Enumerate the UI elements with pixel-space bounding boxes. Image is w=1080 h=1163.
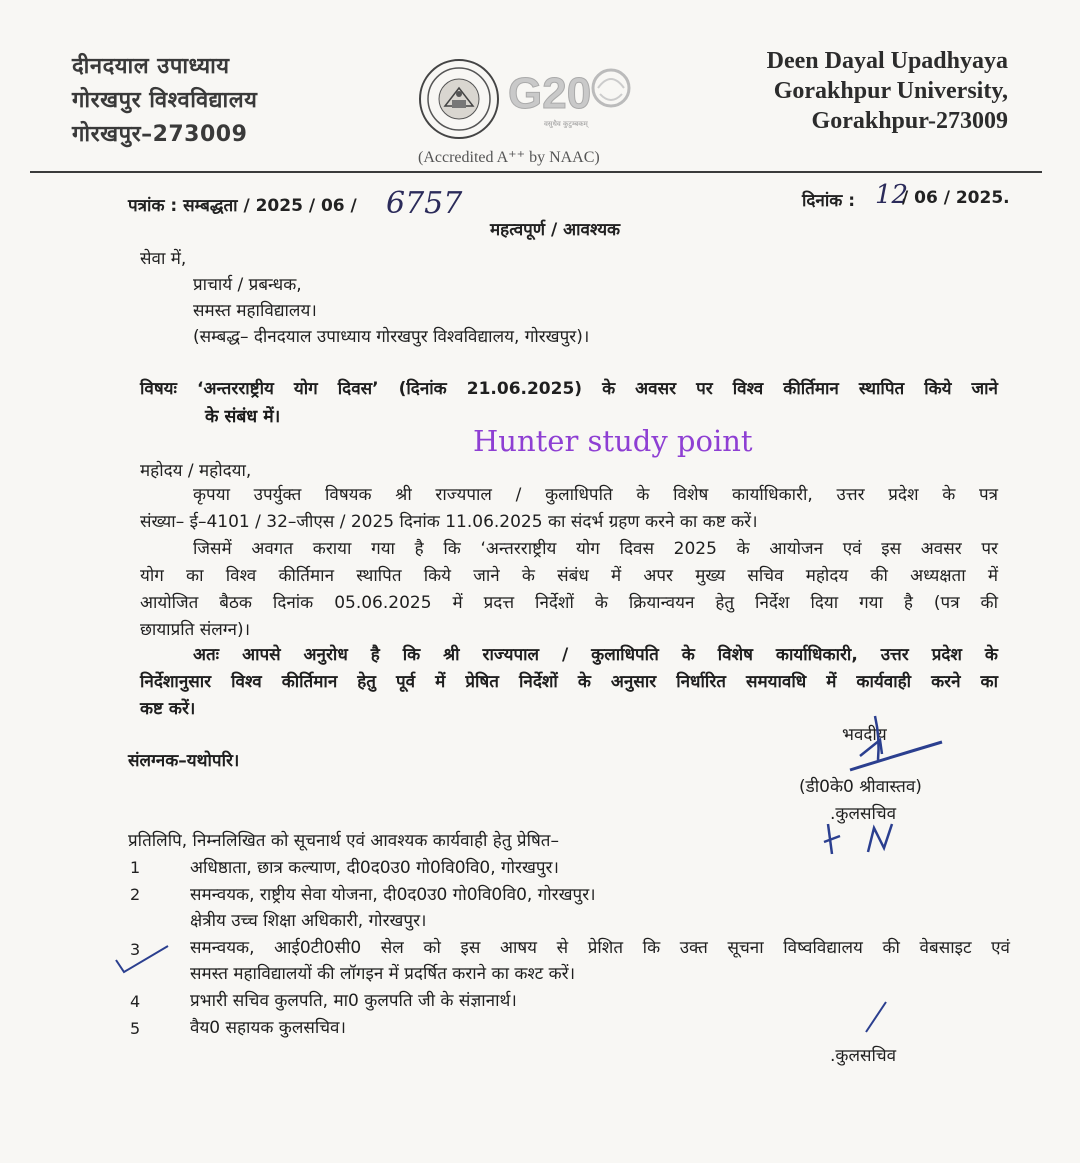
university-seal-logo: [418, 58, 500, 140]
signatory-designation: .कुलसचिव: [830, 804, 897, 824]
g20-mark: G20: [508, 69, 592, 118]
date-label: दिनांक :: [802, 191, 856, 211]
paragraph-2-line-1: जिसमें अवगत कराया गया है कि ‘अन्तरराष्ट्रीय योग दिवस 2025 के आयोजन एवं इस अवसर पर: [193, 539, 998, 559]
university-name-hindi-line-3: गोरखपुर–273009: [72, 122, 248, 147]
copy-item-3-line-1: समन्वयक, आई0टी0सी0 सेल को इस आषय से प्रेशित कि उक्त सूचना विष्वविद्यालय की वेबसाइट एवं: [190, 938, 1010, 958]
footer-signature-stroke: [860, 998, 890, 1038]
closing-bhavdiya: भवदीय: [842, 725, 887, 745]
copy-item-4-line-1: प्रभारी सचिव कुलपति, मा0 कुलपति जी के संज्ञानार्थ।: [190, 991, 517, 1011]
priority-label: महत्वपूर्ण / आवश्यक: [490, 220, 621, 240]
copy-item-number: 3: [130, 940, 141, 959]
university-name-english-line-1: Deen Dayal Upadhyaya: [766, 48, 1008, 74]
salutation: महोदय / महोदया,: [140, 461, 252, 481]
copy-item-3-line-2: समस्त महाविद्यालयों की लॉगइन में प्रदर्षित कराने का कश्ट करें।: [190, 964, 576, 984]
date-month-year: / 06 / 2025.: [902, 188, 1010, 208]
footer-designation: .कुलसचिव: [830, 1046, 897, 1066]
header-divider: [30, 171, 1042, 173]
letter-reference-number-handwritten: 6757: [386, 186, 463, 221]
signatory-name: (डी0के0 श्रीवास्तव): [799, 777, 922, 797]
university-name-english-line-3: Gorakhpur-273009: [811, 108, 1008, 134]
university-name-hindi-line-1: दीनदयाल उपाध्याय: [72, 54, 230, 79]
copy-item-5-line-1: वैय0 सहायक कुलसचिव।: [190, 1018, 346, 1038]
g20-logo: [508, 62, 633, 130]
paragraph-1-line-2: संख्या– ई–4101 / 32–जीएस / 2025 दिनांक 11.06.2025 का संदर्भ ग्रहण करने का कष्ट करें।: [140, 512, 758, 532]
paragraph-3-line-2: निर्देशानुसार विश्व कीर्तिमान हेतु पूर्व में प्रेषित निर्देशों के अनुसार निर्धारित समयावधि में कार्यवाही करने का: [140, 672, 998, 692]
copy-item-2-line-2: क्षेत्रीय उच्च शिक्षा अधिकारी, गोरखपुर।: [190, 911, 427, 931]
subject-line-2: के संबंध में।: [205, 407, 281, 427]
university-name-english-line-2: Gorakhpur University,: [773, 78, 1008, 104]
copy-item-2-line-1: समन्वयक, राष्ट्रीय सेवा योजना, दी0द0उ0 गो0वि0वि0, गोरखपुर।: [190, 885, 596, 905]
copy-item-number: 2: [130, 885, 141, 904]
date-day-handwritten: 12: [875, 180, 909, 210]
subject-line-1: विषयः ‘अन्तरराष्ट्रीय योग दिवस’ (दिनांक 21.06.2025) के अवसर पर विश्व कीर्तिमान स्थापित किये जाने: [140, 379, 998, 399]
paragraph-1-line-1: कृपया उपर्युक्त विषयक श्री राज्यपाल / कुलाधिपति के विशेष कार्याधिकारी, उत्तर प्रदेश के पत्र: [193, 485, 998, 505]
signature-scribble: [820, 708, 950, 778]
copy-item-number: 1: [130, 858, 141, 877]
watermark-text: Hunter study point: [473, 424, 753, 458]
addressee-line-2: समस्त महाविद्यालय।: [193, 301, 317, 321]
g20-tagline: वसुधैव कुटुम्बकम्: [544, 120, 588, 128]
seva-mein: सेवा में,: [140, 249, 187, 269]
paragraph-2-line-4: छायाप्रति संलग्न)।: [140, 620, 251, 640]
copy-item-number: 4: [130, 992, 141, 1011]
enclosure-note: संलग्नक–यथोपरि।: [128, 751, 240, 771]
initials-scribble: [818, 818, 908, 862]
copy-to-heading: प्रतिलिपि, निम्नलिखित को सूचनार्थ एवं आवश्यक कार्यवाही हेतु प्रेषित–: [128, 831, 559, 851]
naac-accreditation: (Accredited A⁺⁺ by NAAC): [418, 149, 600, 166]
paragraph-3-line-1: अतः आपसे अनुरोध है कि श्री राज्यपाल / कुलाधिपति के विशेष कार्याधिकारी, उत्तर प्रदेश के: [193, 645, 998, 665]
copy-item-number: 5: [130, 1019, 141, 1038]
checkmark-scribble: [112, 940, 172, 976]
addressee-line-1: प्राचार्य / प्रबन्धक,: [193, 275, 302, 295]
university-name-hindi-line-2: गोरखपुर विश्वविद्यालय: [72, 88, 258, 113]
addressee-line-3: (सम्बद्ध– दीनदयाल उपाध्याय गोरखपुर विश्वविद्यालय, गोरखपुर)।: [193, 327, 590, 347]
letter-reference-number-label: पत्रांक : सम्बद्धता / 2025 / 06 /: [128, 196, 357, 216]
paragraph-2-line-3: आयोजित बैठक दिनांक 05.06.2025 में प्रदत्त निर्देशों के क्रियान्वयन हेतु निर्देश दिया गया है (पत्र की: [140, 593, 998, 613]
paragraph-2-line-2: योग का विश्व कीर्तिमान स्थापित किये जाने के संबंध में अपर मुख्य सचिव महोदय की अध्यक्षता में: [140, 566, 998, 586]
copy-item-1-line-1: अधिष्ठाता, छात्र कल्याण, दी0द0उ0 गो0वि0वि0, गोरखपुर।: [190, 858, 559, 878]
paragraph-3-line-3: कष्ट करें।: [140, 699, 196, 719]
